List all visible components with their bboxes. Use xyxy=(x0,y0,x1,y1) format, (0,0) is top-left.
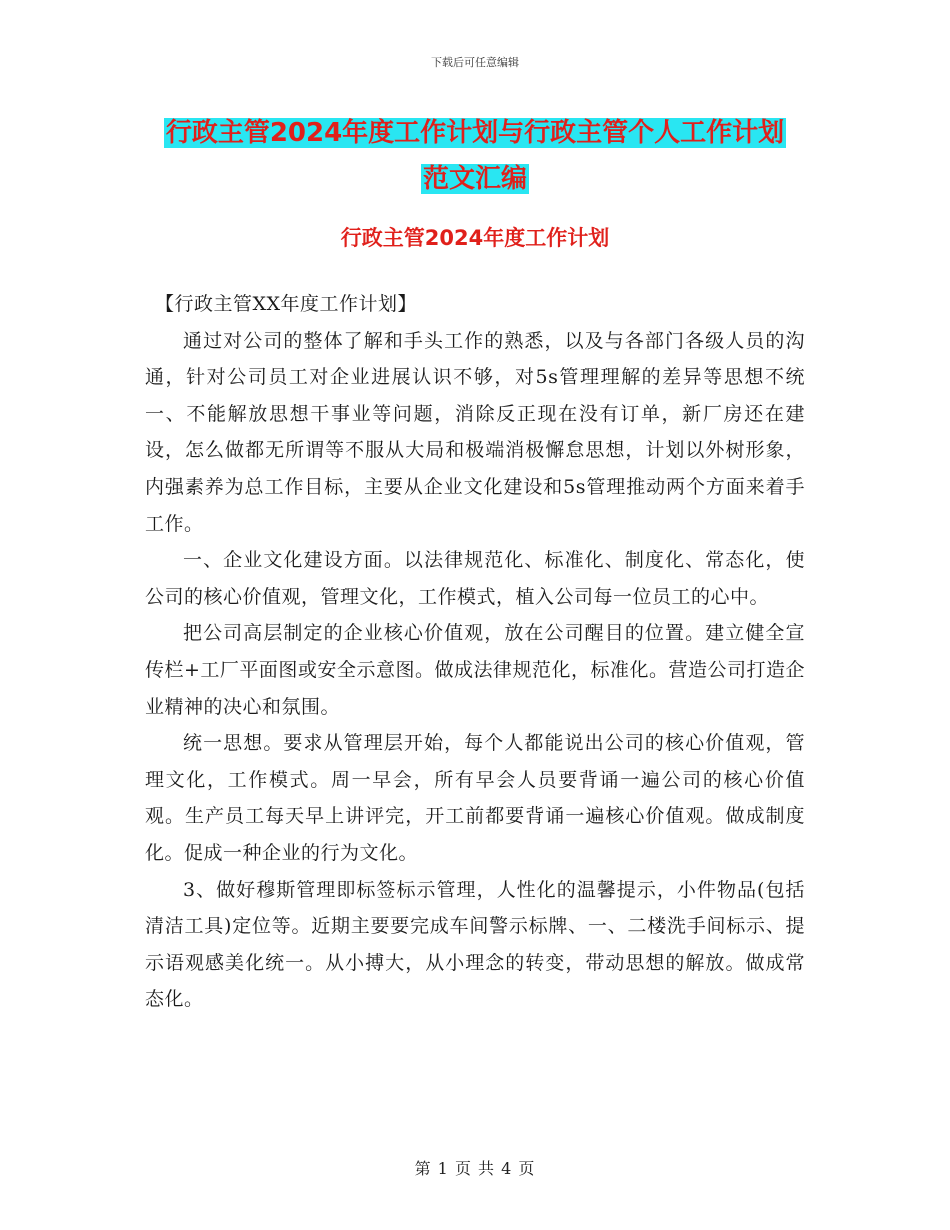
document-title-line2: 范文汇编 xyxy=(422,164,527,194)
document-title xyxy=(0,110,950,202)
paragraph: 3、做好穆斯管理即标签标示管理，人性化的温馨提示，小件物品(包括清洁工具)定位等。近期主要要完成车间警示标牌、一、二楼洗手间标示、提示语观感美化统一。从小搏大，从小理念的转变，带动思想的解放。做成常态化。 xyxy=(145,878,805,1011)
header-note: 下载后可任意编辑 xyxy=(431,56,519,69)
paragraph-heading: 【行政主管XX年度工作计划】 xyxy=(155,293,418,315)
page-number: 第 1 页 共 4 页 xyxy=(414,1159,536,1178)
section-title: 行政主管2024年度工作计划 xyxy=(340,226,610,250)
paragraph: 通过对公司的整体了解和手头工作的熟悉，以及与各部门各级人员的沟通，针对公司员工对企业进展认识不够，对5s管理理解的差异等思想不统一、不能解放思想干事业等问题，消除反正现在没有订单，新厂房还在建设，怎么做都无所谓等不服从大局和极端消极懈怠思想，计划以外树形象，内强素养为总工作目标，主要从企业文化建设和5s管理推动两个方面来着手工作。 xyxy=(145,329,805,535)
document-body xyxy=(145,286,805,1018)
document-title-line1: 行政主管2024年度工作计划与行政主管个人工作计划 xyxy=(165,118,785,148)
paragraph: 一、企业文化建设方面。以法律规范化、标准化、制度化、常态化，使公司的核心价值观，管理文化，工作模式，植入公司每一位员工的心中。 xyxy=(145,549,805,608)
paragraph: 统一思想。要求从管理层开始，每个人都能说出公司的核心价值观，管理文化，工作模式。周一早会，所有早会人员要背诵一遍公司的核心价值观。生产员工每天早上讲评完，开工前都要背诵一遍核心价值观。做成制度化。促成一种企业的行为文化。 xyxy=(145,732,805,864)
paragraph: 把公司高层制定的企业核心价值观，放在公司醒目的位置。建立健全宣传栏+工厂平面图或安全示意图。做成法律规范化，标准化。营造公司打造企业精神的决心和氛围。 xyxy=(145,622,805,718)
